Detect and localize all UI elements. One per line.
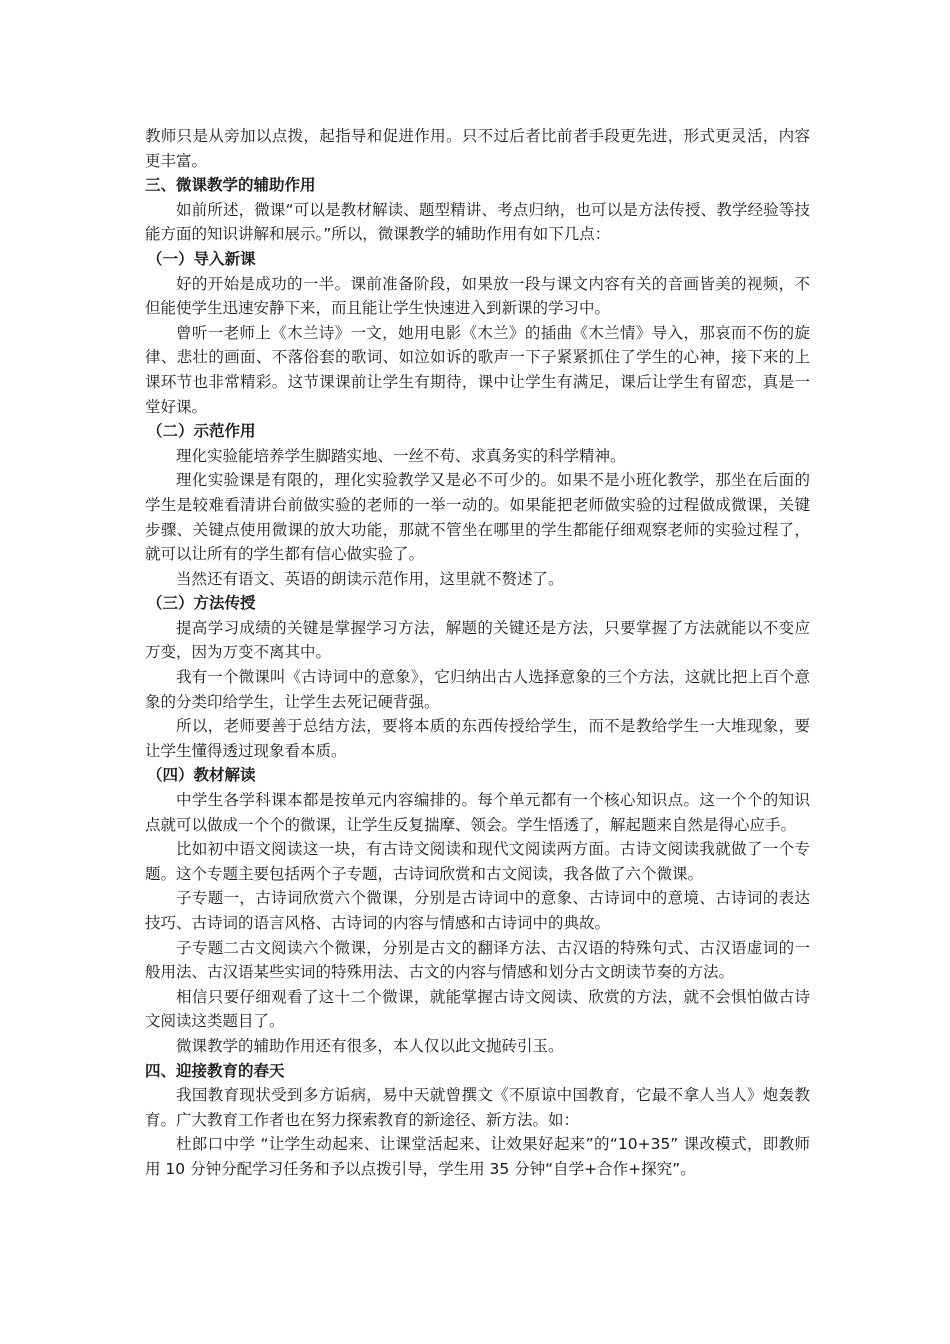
paragraph: 相信只要仔细观看了这十二个微课，就能掌握古诗文阅读、欣赏的方法，就不会惧怕做古诗文阅读这类题目了。 [145,987,810,1031]
paragraph: 提高学习成绩的关键是掌握学习方法，解题的关键还是方法，只要掌握了方法就能以不变应万变，因为万变不离其中。 [145,618,810,662]
paragraph: 比如初中语文阅读这一块，有古诗文阅读和现代文阅读两方面。古诗文阅读我就做了一个专题。这个专题主要包括两个子专题，古诗词欣赏和古文阅读，我各做了六个微课。 [145,840,810,883]
paragraph: 所以，老师要善于总结方法，要将本质的东西传授给学生，而不是教给学生一大堆现象，要让学生懂得透过现象看本质。 [145,717,810,760]
document-page [145,124,810,1182]
paragraph: 中学生各学科课本都是按单元内容编排的。每个单元都有一个核心知识点。这一个个的知识点就可以做成一个个的微课，让学生反复揣摩、领会。学生悟透了，解起题来自然是得心应手。 [145,791,810,834]
paragraph: 微课教学的辅助作用还有很多，本人仅以此文抛砖引玉。 [176,1036,564,1055]
paragraph: 子专题二古文阅读六个微课，分别是古文的翻译方法、古汉语的特殊句式、古汉语虚词的一般用法、古汉语某些实词的特殊用法、古文的内容与情感和划分古文朗读节奏的方法。 [145,938,810,982]
subsection-heading: （一）导入新课 [147,249,256,268]
section-heading: 四、迎接教育的春天 [145,1061,285,1080]
section-heading: 三、微课教学的辅助作用 [145,176,316,195]
paragraph: 理化实验课是有限的，理化实验教学又是必不可少的。如果不是小班化教学，那坐在后面的学生是较难看清讲台前做实验的老师的一举一动的。如果能把老师做实验的过程做成微课，关键步骤、关键点使用微课的放大功能，那就不管坐在哪里的学生都能仔细观察老师的实验过程了，就可以让所有的学生都有信心做实验了。 [145,471,810,564]
subsection-heading: （四）教材解读 [147,766,256,785]
paragraph: 杜郎口中学 “让学生动起来、让课堂活起来、让效果好起来”的“10+35” 课改模式，即教师用 10 分钟分配学习任务和予以点拨引导，学生用 35 分钟“自学+合作+探究”。 [145,1135,810,1178]
paragraph: 曾听一老师上《木兰诗》一文，她用电影《木兰》的插曲《木兰情》导入，那哀而不伤的旋律、悲壮的画面、不落俗套的歌词、如泣如诉的歌声一下子紧紧抓住了学生的心神，接下来的上课环节也非常精彩。这节课课前让学生有期待，课中让学生有满足，课后让学生有留恋，真是一堂好课。 [145,323,810,416]
paragraph: 教师只是从旁加以点拨，起指导和促进作用。只不过后者比前者手段更先进，形式更灵活，内容更丰富。 [145,127,810,170]
paragraph: 子专题一，古诗词欣赏六个微课，分别是古诗词中的意象、古诗词中的意境、古诗词的表达技巧、古诗词的语言风格、古诗词的内容与情感和古诗词中的典故。 [145,889,810,932]
paragraph: 我国教育现状受到多方诟病，易中天就曾撰文《不原谅中国教育，它最不拿人当人》炮轰教育。广大教育工作者也在努力探索教育的新途径、新方法。如： [145,1086,810,1129]
paragraph: 好的开始是成功的一半。课前准备阶段，如果放一段与课文内容有关的音画皆美的视频，不但能使学生迅速安静下来，而且能让学生快速进入到新课的学习中。 [145,274,810,318]
subsection-heading: （三）方法传授 [147,594,256,613]
paragraph: 我有一个微课叫《古诗词中的意象》，它归纳出古人选择意象的三个方法，这就比把上百个意象的分类印给学生，让学生去死记硬背强。 [145,668,810,711]
paragraph: 理化实验能培养学生脚踏实地、一丝不苟、求真务实的科学精神。 [176,446,626,465]
paragraph: 如前所述，微课“可以是教材解读、题型精讲、考点归纳，也可以是方法传授、教学经验等技能方面的知识讲解和展示。”所以，微课教学的辅助作用有如下几点： [145,200,810,244]
subsection-heading: （二）示范作用 [147,422,256,441]
paragraph: 当然还有语文、英语的朗读示范作用，这里就不赘述了。 [176,569,564,588]
